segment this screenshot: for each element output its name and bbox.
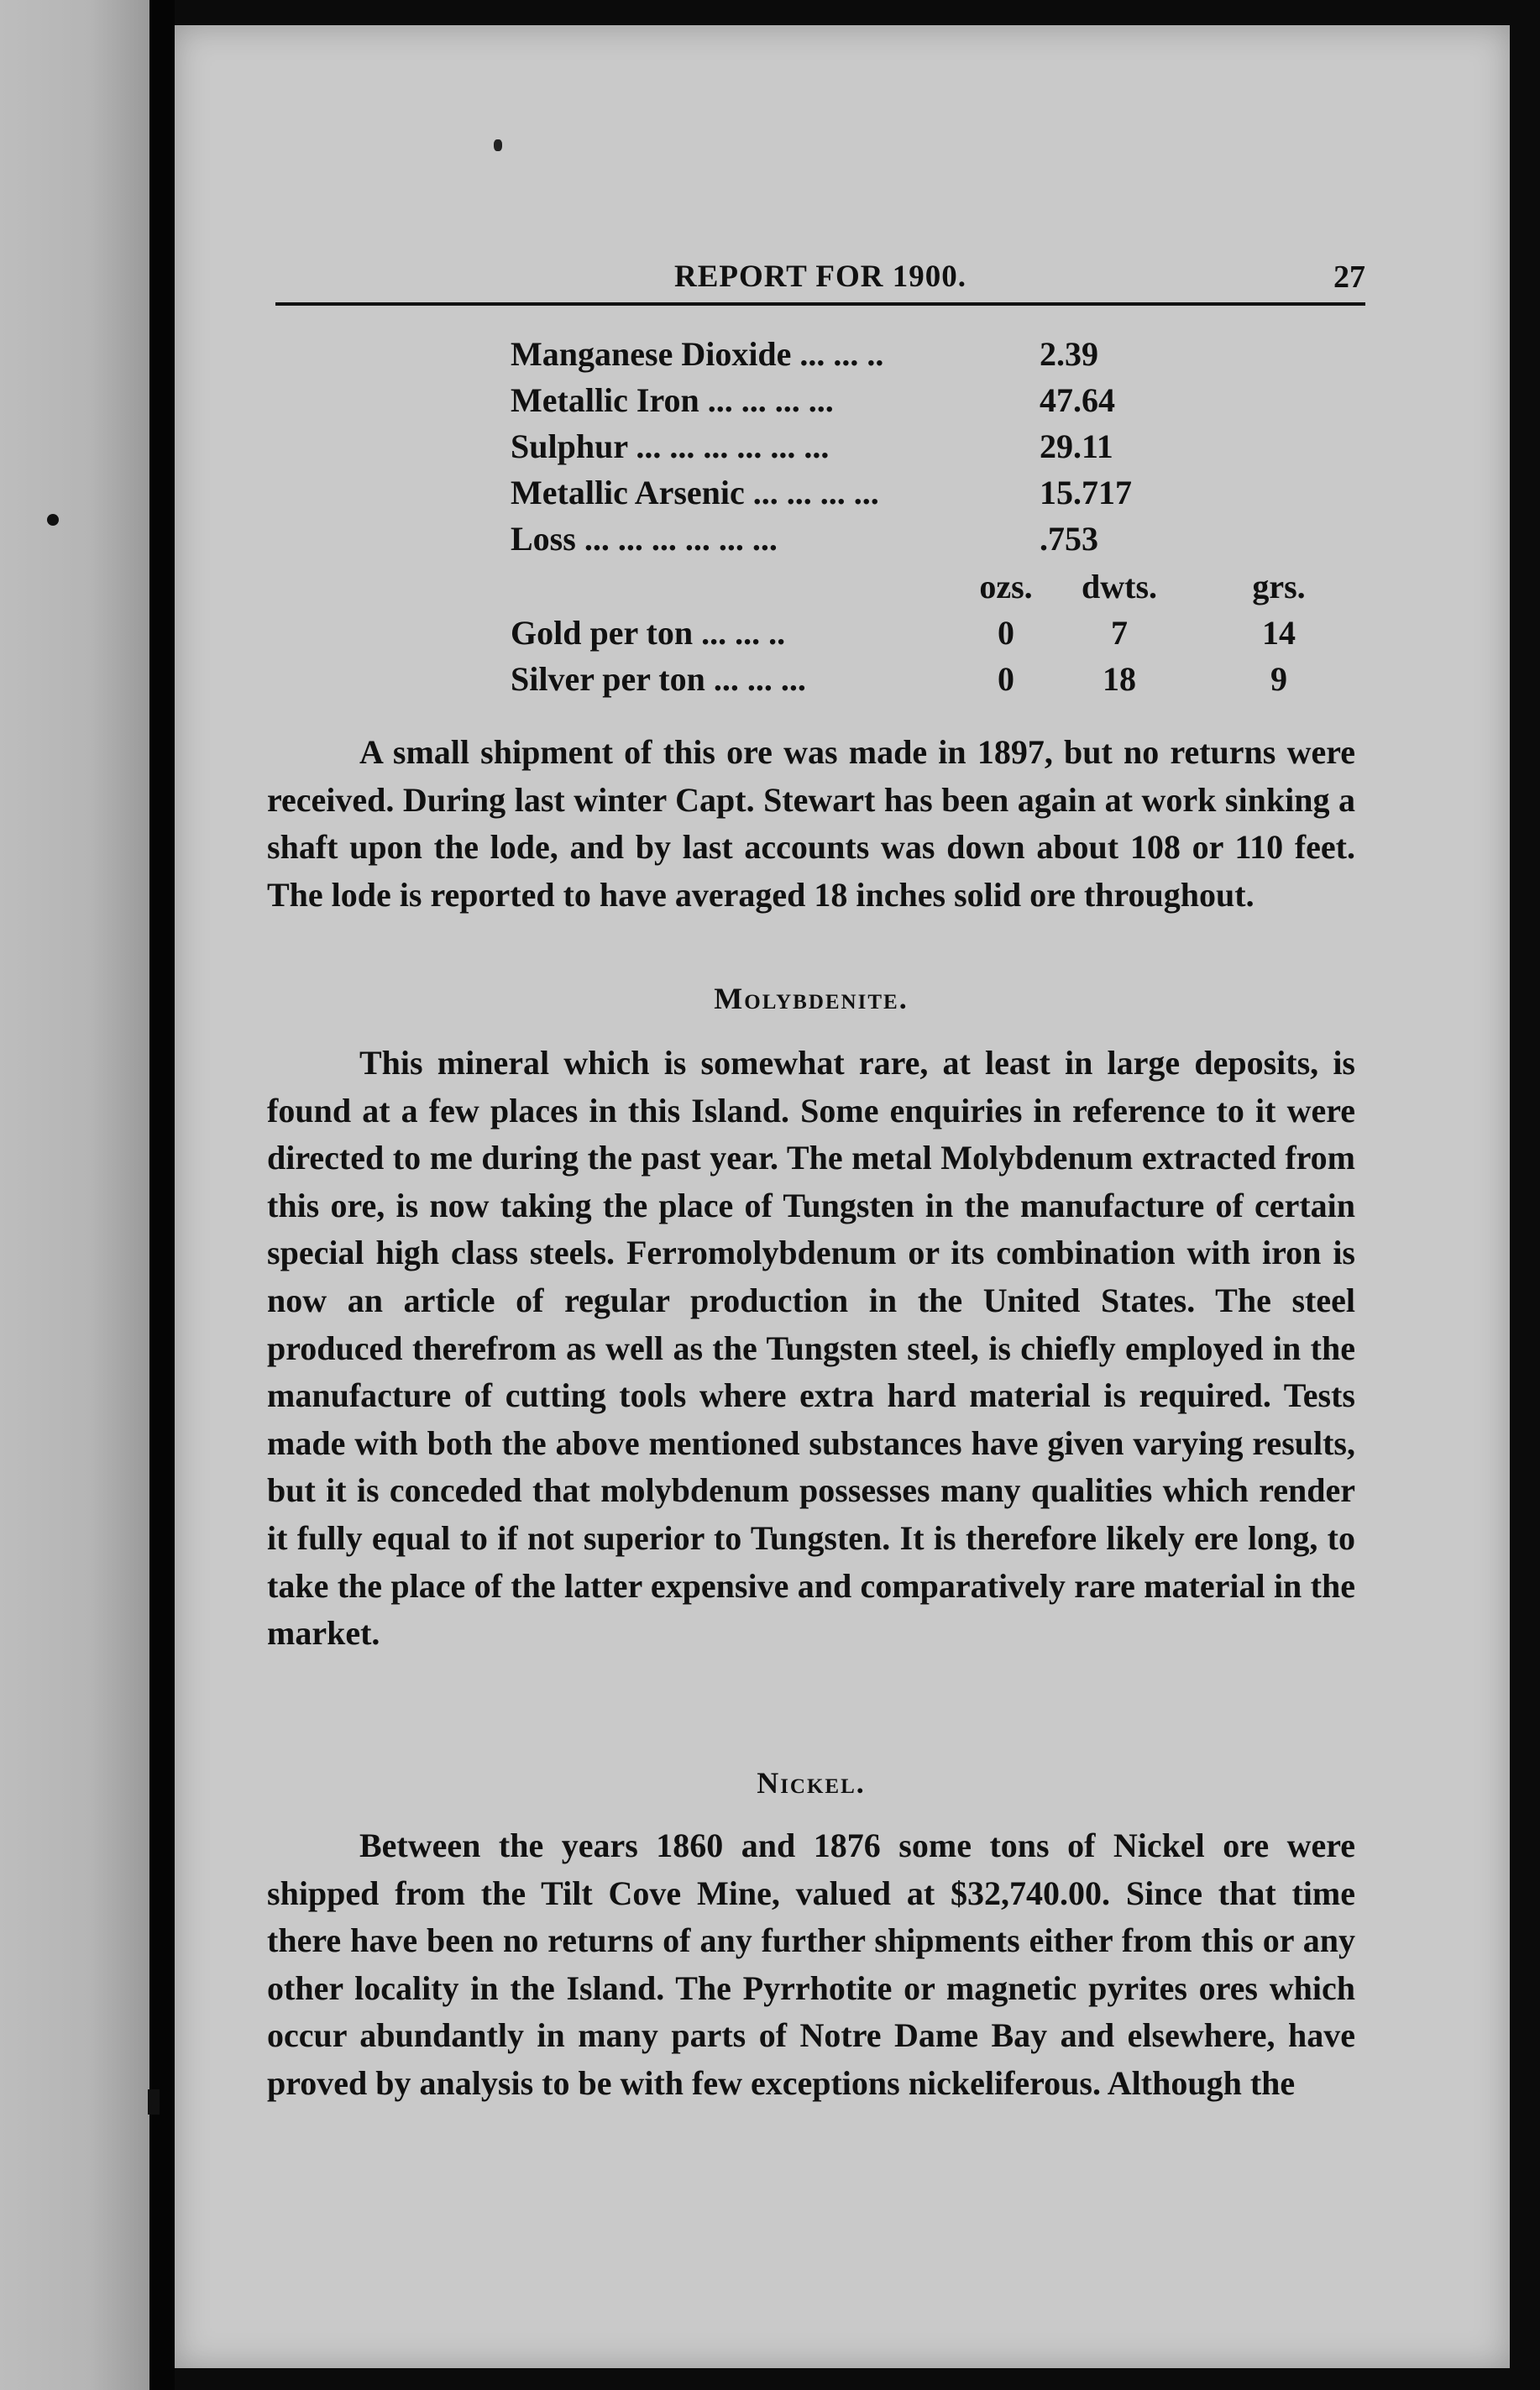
section-heading-nickel: Nickel. bbox=[757, 1766, 866, 1800]
ink-spot bbox=[47, 514, 59, 526]
unit-dwts: dwts. bbox=[1081, 568, 1158, 605]
paragraph-molybdenite: This mineral which is somewhat rare, at least in large deposits, is found at a few places in this Island. Some enquiries in reference to it were directed to me during the past year. The metal Molybdenum extracted from this ore, is now taking the place of Tungsten in the manufacture of certain special high class steels. Ferromolybdenum or its combination with iron is now an article of regular production in the United States. The steel produced therefrom as well as the Tungsten steel, is chiefly employed in the manufacture of cutting tools where extra hard material is required. Tests made with both the above mentioned substances have given varying results, but it is conceded that molybdenum possesses many qualities which render it fully equal to if not superior to Tungsten. It is therefore likely ere long, to take the place of the latter expensive and comparatively rare material in the market. bbox=[267, 1044, 1355, 1653]
unit-grs: grs. bbox=[1252, 568, 1306, 605]
row-label: Metallic Iron ... ... ... ... bbox=[511, 381, 834, 419]
row-value: 29.11 bbox=[1040, 427, 1113, 465]
ink-spot-top bbox=[494, 139, 502, 151]
dwts-value: 7 bbox=[1111, 614, 1128, 652]
row-label: Sulphur ... ... ... ... ... ... bbox=[511, 427, 830, 465]
running-header bbox=[275, 252, 1365, 306]
row-label: Silver per ton ... ... ... bbox=[511, 660, 806, 698]
row-label: Loss ... ... ... ... ... ... bbox=[511, 520, 778, 558]
paragraph-shipment: A small shipment of this ore was made in 1897, but no returns were received. During last winter Capt. Stewart has been again at work sinking a shaft upon the lode, and by last accounts was down about 108 or 110 feet. The lode is reported to have averaged 18 inches solid ore throughout. bbox=[267, 733, 1355, 914]
section-heading-molybdenite: Molybdenite. bbox=[714, 982, 909, 1015]
row-label: Metallic Arsenic ... ... ... ... bbox=[511, 474, 879, 511]
row-label: Gold per ton ... ... .. bbox=[511, 614, 786, 652]
ozs-value: 0 bbox=[998, 614, 1014, 652]
ozs-value: 0 bbox=[998, 660, 1014, 698]
ink-mark bbox=[148, 2089, 160, 2115]
row-label: Manganese Dioxide ... ... .. bbox=[511, 335, 884, 373]
grs-value: 14 bbox=[1262, 614, 1296, 652]
unit-ozs: ozs. bbox=[979, 568, 1033, 605]
page-number: 27 bbox=[1333, 259, 1365, 295]
row-value: 47.64 bbox=[1040, 381, 1115, 419]
dwts-value: 18 bbox=[1103, 660, 1136, 698]
row-value: 15.717 bbox=[1040, 474, 1132, 511]
row-value: 2.39 bbox=[1040, 335, 1098, 373]
paragraph-nickel: Between the years 1860 and 1876 some tons of Nickel ore were shipped from the Tilt Cove Mine, valued at $32,740.00. Since that time there have been no returns of any further shipments either from this or any other locality in the Island. The Pyrrhotite or magnetic pyrites ores which occur abundantly in many parts of Notre Dame Bay and elsewhere, have proved by analysis to be with few exceptions nickeliferous. Although the bbox=[267, 1827, 1355, 2102]
document-page bbox=[175, 25, 1510, 2368]
page-gutter bbox=[149, 0, 175, 2390]
grs-value: 9 bbox=[1270, 660, 1287, 698]
header-title: REPORT FOR 1900. bbox=[673, 259, 967, 294]
adjacent-page-edge bbox=[0, 0, 149, 2390]
row-value: .753 bbox=[1040, 520, 1098, 558]
